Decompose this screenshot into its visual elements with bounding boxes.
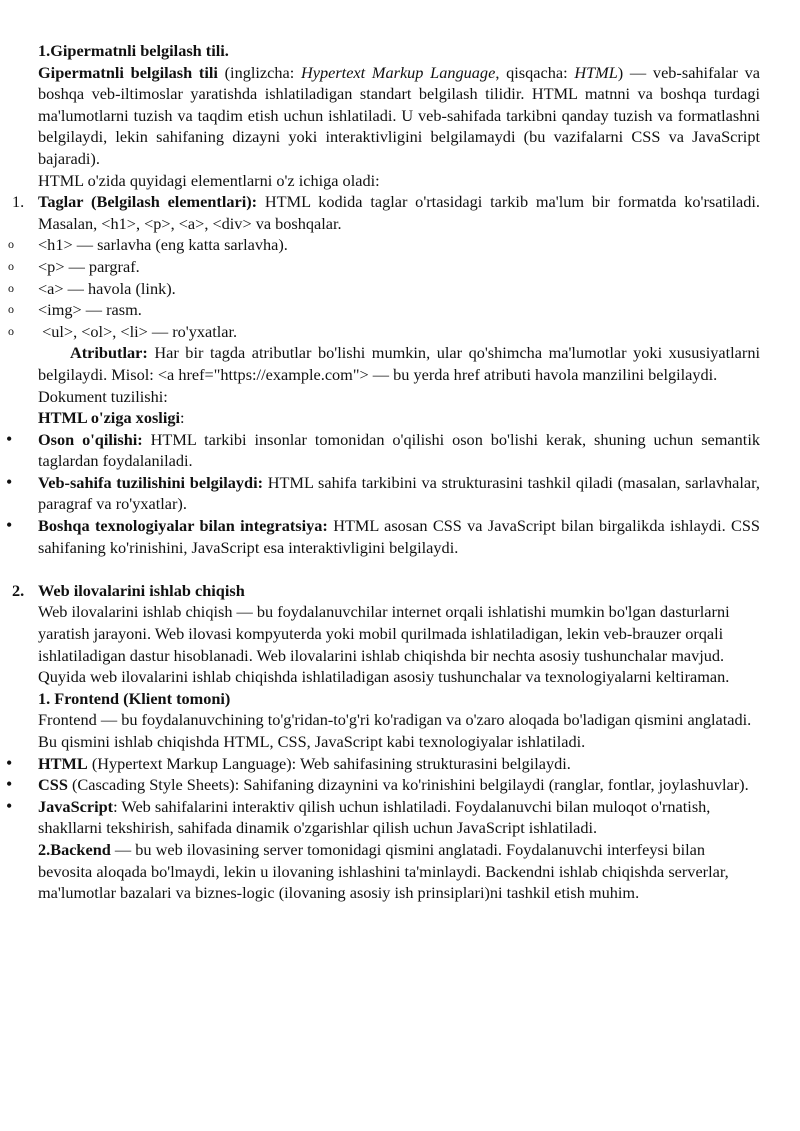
tag-example-text: <ul>, <ol>, <li> — ro'yxatlar.: [38, 321, 238, 341]
bullet-dot: •: [6, 774, 13, 795]
html-definition-paragraph: [38, 62, 760, 170]
tech-text: : Web sahifalarini interaktiv qilish uchun ishlatiladi. Foydalanuvchi bilan muloqot o'rnatish, shakllarni tekshirish, sahifada dinamik o'zgarishlar qilish uchun JavaScript ishlatiladi.: [38, 796, 711, 838]
tech-label: JavaScript: [38, 796, 114, 816]
section-number: 2.: [12, 580, 25, 600]
circle-bullet: o: [8, 323, 14, 338]
contains-line: HTML o'zida quyidagi elementlarni o'z ichiga oladi:: [38, 170, 380, 190]
tag-example-text: <h1> — sarlavha (eng katta sarlavha).: [38, 235, 288, 255]
frontend-title: 1. Frontend (Klient tomoni): [38, 688, 231, 708]
intro-text-2: , qisqacha:: [495, 62, 575, 82]
feature-text: HTML asosan CSS va JavaScript bilan birgalikda ishlaydi. CSS sahifaning ko'rinishini, JavaScript esa interaktivligini belgilaydi.: [38, 516, 760, 557]
section-2-title: [12, 580, 760, 602]
section-1-title: 1.Gipermatnli belgilash tili.: [38, 41, 229, 60]
bullet-dot: •: [6, 795, 13, 816]
section-spacer: [38, 558, 760, 580]
tag-example-item: [8, 321, 760, 343]
feature-text: HTML sahifa tarkibini va strukturasini tashkil qiladi (masalan, sarlavhalar, paragraf va ro'yxatlar).: [38, 472, 760, 514]
circle-bullet: o: [8, 258, 14, 273]
feature-item: [6, 428, 760, 472]
bullet-dot: •: [6, 515, 13, 536]
abbreviation: HTML: [574, 62, 618, 82]
english-name: Hypertext Markup Language: [300, 62, 496, 82]
intro-text-1: (inglizcha:: [217, 62, 301, 82]
frontend-text: Frontend — bu foydalanuvchining to'g'ridan-to'g'ri ko'radigan va o'zaro aloqada bo'ladigan qismini anglatadi. Bu qismini ishlab chiqishda HTML, CSS, JavaScript kabi texnologiyalar ishlatiladi.: [38, 710, 752, 751]
circle-bullet: o: [8, 280, 14, 295]
tech-text: (Cascading Style Sheets): Sahifaning dizaynini va ko'rinishini belgilaydi (ranglar, fontlar, joylashuvlar).: [67, 775, 749, 795]
attributes-paragraph: [38, 342, 760, 385]
intro-text-3: ) — veb-sahifalar va boshqa veb-iltimoslar yaratishda ishlatiladigan standart belgilash tilidir. HTML matnni va boshqa turdagi ma'lumotlarni tuzish va taqdim etish uchun ishlatiladi. U veb-sahifada tarkibni qanday tuzish va formatlashni belgilaydi, lekin sahifaning dizayni yoki interaktivligini belgilamaydi (bu vazifalarni CSS va JavaScript bajaradi).: [38, 62, 760, 168]
tech-text: (Hypertext Markup Language): Web sahifasining strukturasini belgilaydi.: [87, 753, 571, 773]
list-number: 1.: [12, 192, 25, 212]
tag-example-item: [8, 256, 760, 278]
attributes-text: Har bir tagda atributlar bo'lishi mumkin, ular qo'shimcha ma'lumotlar yoki xususiyatlarni belgilaydi. Misol: <a href="https://example.com"> — bu yerda href atributi havola manzilini belgilaydi.: [38, 343, 760, 384]
feature-label: Oson o'qilishi:: [38, 429, 143, 449]
tech-item: [6, 752, 760, 775]
backend-text: — bu web ilovasining server tomonidagi qismini anglatadi. Foydalanuvchi interfeysi bilan bevosita aloqada bo'lmaydi, lekin u ilovaning ishlashini ta'minlaydi. Backendni ishlab chiqishda serverlar, ma'lumotlar bazalari va biznes-logic (ilovaning asosiy ish prinsiplari)ni tashkil etish muhim.: [38, 839, 729, 903]
bullet-dot: •: [6, 428, 13, 449]
tech-item: [6, 795, 760, 839]
bullet-dot: •: [6, 752, 13, 773]
tech-label: CSS: [38, 775, 68, 795]
feature-item: [6, 515, 760, 558]
feature-item: [6, 471, 760, 515]
document-content: [6, 40, 760, 904]
tag-example-text: <a> — havola (link).: [38, 278, 176, 298]
section-2-title-text: Web ilovalarini ishlab chiqish: [38, 580, 245, 600]
html-term: Gipermatnli belgilash tili: [38, 62, 218, 82]
document-structure-line: Dokument tuzilishi:: [38, 386, 168, 406]
tech-item: [6, 774, 760, 796]
web-apps-intro: Web ilovalarini ishlab chiqish — bu foydalanuvchilar internet orqali ishlatishi mumkin bo'lgan dasturlarni yaratish jarayoni. Web ilovasi kompyuterda yoki mobil qurilmada ishlatiladigan, lekin veb-brauzer orqali ishlatiladigan dastur hisoblanadi. Web ilovalarini ishlab chiqishda bir nechta asosiy tushunchalar mavjud. Quyida web ilovalarini ishlab chiqishda ishlatiladigan asosiy tushunchalar va texnologiyalarni keltiraman.: [38, 602, 730, 687]
tags-text: HTML kodida taglar o'rtasidagi tarkib ma'lum bir formatda ko'rsatiladi. Masalan, <h1>, <p>, <a>, <div> va boshqalar.: [38, 192, 760, 233]
bullet-dot: •: [6, 471, 13, 492]
tag-example-item: [8, 299, 760, 321]
circle-bullet: o: [8, 302, 14, 317]
tag-example-text: <p> — pargraf.: [38, 256, 140, 276]
features-title: HTML o'ziga xosligi: [38, 408, 181, 428]
tag-example-item: [8, 278, 760, 300]
tag-example-text: <img> — rasm.: [38, 300, 142, 320]
feature-label: Veb-sahifa tuzilishini belgilaydi:: [38, 472, 264, 492]
circle-bullet: o: [8, 237, 14, 252]
feature-text: HTML tarkibi insonlar tomonidan o'qilishi oson bo'lishi kerak, shuning uchun semantik taglardan foydalaniladi.: [38, 429, 760, 471]
attributes-label: Atributlar:: [70, 343, 148, 363]
tags-list-item: [12, 191, 760, 234]
tech-label: HTML: [38, 753, 88, 773]
backend-paragraph: [38, 839, 760, 904]
features-colon: :: [180, 408, 185, 428]
tag-example-item: [8, 234, 760, 256]
feature-label: Boshqa texnologiyalar bilan integratsiya:: [38, 516, 328, 536]
features-heading: [38, 407, 760, 429]
backend-label: 2.Backend: [38, 839, 111, 859]
tags-label: Taglar (Belgilash elementlari):: [38, 192, 258, 212]
